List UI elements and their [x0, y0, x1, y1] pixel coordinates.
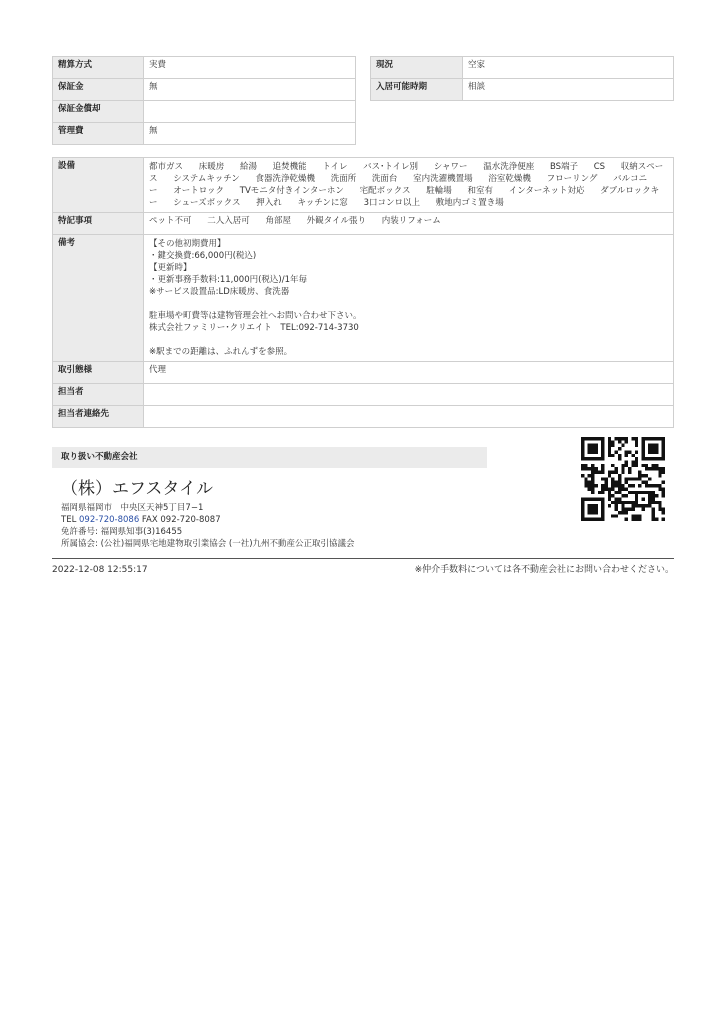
- facilities-list: [144, 158, 674, 213]
- value-deposit-amortization: [144, 101, 356, 123]
- facility-item: バルコニー: [149, 174, 648, 196]
- company-association: 所属協会: (公社)福岡県宅地建物取引業協会 (一社)九州不動産公正取引協議会: [61, 539, 355, 549]
- label-management-fee: 管理費: [53, 123, 144, 145]
- value-transaction: 代理: [144, 362, 674, 384]
- facility-item: 敷地内ゴミ置き場: [435, 198, 504, 208]
- note-line: [149, 298, 668, 310]
- fee-disclaimer: ※仲介手数料については各不動産会社にお問い合わせください。: [414, 565, 674, 575]
- special-item: ペット不可: [149, 216, 192, 226]
- facility-item: ダブルロックキー: [149, 186, 660, 208]
- print-timestamp: 2022-12-08 12:55:17: [52, 565, 148, 575]
- facility-item: 宅配ボックス: [359, 186, 411, 196]
- facility-item: 押入れ: [256, 198, 282, 208]
- facility-item: 洗面台: [371, 174, 398, 184]
- value-staff-contact: [144, 406, 674, 428]
- status-table: [370, 56, 674, 101]
- facility-item: インターネット対応: [508, 186, 585, 196]
- label-deposit: 保証金: [53, 79, 144, 101]
- facility-item: 駐輪場: [426, 186, 452, 196]
- facility-item: BS端子: [549, 162, 579, 172]
- facility-item: 都市ガス: [149, 162, 184, 172]
- label-deposit-amortization: 保証金償却: [53, 101, 144, 123]
- company-section-header: 取り扱い不動産会社: [52, 447, 487, 468]
- facility-item: 食器洗浄乾燥機: [255, 174, 315, 184]
- label-move-in: 入居可能時期: [371, 79, 463, 101]
- row-staff-contact: [53, 406, 674, 428]
- row-deposit-amortization: [53, 101, 356, 123]
- row-move-in: [371, 79, 674, 101]
- company-name: （株）エフスタイル: [61, 479, 213, 499]
- facility-item: 室内洗濯機置場: [413, 174, 473, 184]
- facility-item: システムキッチン: [173, 174, 240, 184]
- facility-item: 浴室乾燥機: [488, 174, 531, 184]
- note-line: 【更新時】: [149, 263, 192, 273]
- value-settlement: 実費: [144, 57, 356, 79]
- label-staff: 担当者: [53, 384, 144, 406]
- company-address: 福岡県福岡市 中央区天神5丁目7−1: [61, 503, 204, 513]
- facility-item: シャワー: [433, 162, 468, 172]
- special-item: 内装リフォーム: [381, 216, 441, 226]
- value-management-fee: 無: [144, 123, 356, 145]
- facility-item: キッチンに窓: [297, 198, 348, 208]
- row-current-status: [371, 57, 674, 79]
- facility-item: トイレ: [322, 162, 348, 172]
- row-management-fee: [53, 123, 356, 145]
- company-phone-line: [61, 514, 221, 526]
- special-item: 角部屋: [265, 216, 291, 226]
- value-staff: [144, 384, 674, 406]
- facility-item: フローリング: [546, 174, 598, 184]
- fax-text: FAX 092-720-8087: [139, 515, 221, 525]
- row-special: [53, 213, 674, 235]
- facility-item: 床暖房: [198, 162, 225, 172]
- facility-item: 3口コンロ以上: [363, 198, 420, 208]
- value-move-in: 相談: [463, 79, 674, 101]
- row-notes: [53, 235, 674, 362]
- label-transaction: 取引態様: [53, 362, 144, 384]
- label-special: 特記事項: [53, 213, 144, 235]
- company-license: 免許番号: 福岡県知事(3)16455: [61, 527, 183, 537]
- row-facilities: [53, 158, 674, 213]
- facility-item: CS: [593, 162, 606, 172]
- facility-item: 給湯: [239, 162, 257, 172]
- note-line: ※駅までの距離は、ふれんずを参照。: [149, 347, 293, 357]
- tel-link[interactable]: 092-720-8086: [79, 515, 140, 525]
- facility-item: 温水洗浄便座: [483, 162, 535, 172]
- label-notes: 備考: [53, 235, 144, 362]
- qr-code: [581, 437, 665, 521]
- note-line: ・鍵交換費:66,000円(税込): [149, 251, 257, 261]
- fee-table: [52, 56, 356, 145]
- note-line: 【その他初期費用】: [149, 239, 226, 249]
- facility-item: シューズボックス: [173, 198, 241, 208]
- special-item: 二人入居可: [207, 216, 250, 226]
- facility-item: バス･トイレ別: [363, 162, 418, 172]
- note-line: 株式会社ファミリー･クリエイト TEL:092-714-3730: [149, 323, 359, 333]
- footer-divider: [52, 558, 674, 559]
- value-current-status: 空家: [463, 57, 674, 79]
- value-deposit: 無: [144, 79, 356, 101]
- tel-label: TEL: [61, 515, 80, 525]
- facility-item: 和室有: [467, 186, 493, 196]
- special-item: 外観タイル張り: [306, 216, 366, 226]
- facility-item: 収納スペース: [149, 162, 664, 184]
- label-facilities: 設備: [53, 158, 144, 213]
- facility-item: TVモニタ付きインターホン: [239, 186, 344, 196]
- row-deposit: [53, 79, 356, 101]
- note-line: [149, 334, 668, 346]
- label-staff-contact: 担当者連絡先: [53, 406, 144, 428]
- label-settlement: 精算方式: [53, 57, 144, 79]
- note-line: 駐車場や町費等は建物管理会社へお問い合わせ下さい。: [149, 311, 362, 321]
- row-transaction: [53, 362, 674, 384]
- facility-item: 追焚機能: [272, 162, 307, 172]
- notes-list: [144, 235, 674, 362]
- note-line: ※サービス設置品:LD床暖房、食洗器: [149, 287, 290, 297]
- details-table: [52, 157, 674, 428]
- label-current-status: 現況: [371, 57, 463, 79]
- row-settlement: [53, 57, 356, 79]
- note-line: ・更新事務手数料:11,000円(税込)/1年毎: [149, 275, 308, 285]
- row-staff: [53, 384, 674, 406]
- special-list: [144, 213, 674, 235]
- facility-item: 洗面所: [330, 174, 357, 184]
- facility-item: オートロック: [173, 186, 225, 196]
